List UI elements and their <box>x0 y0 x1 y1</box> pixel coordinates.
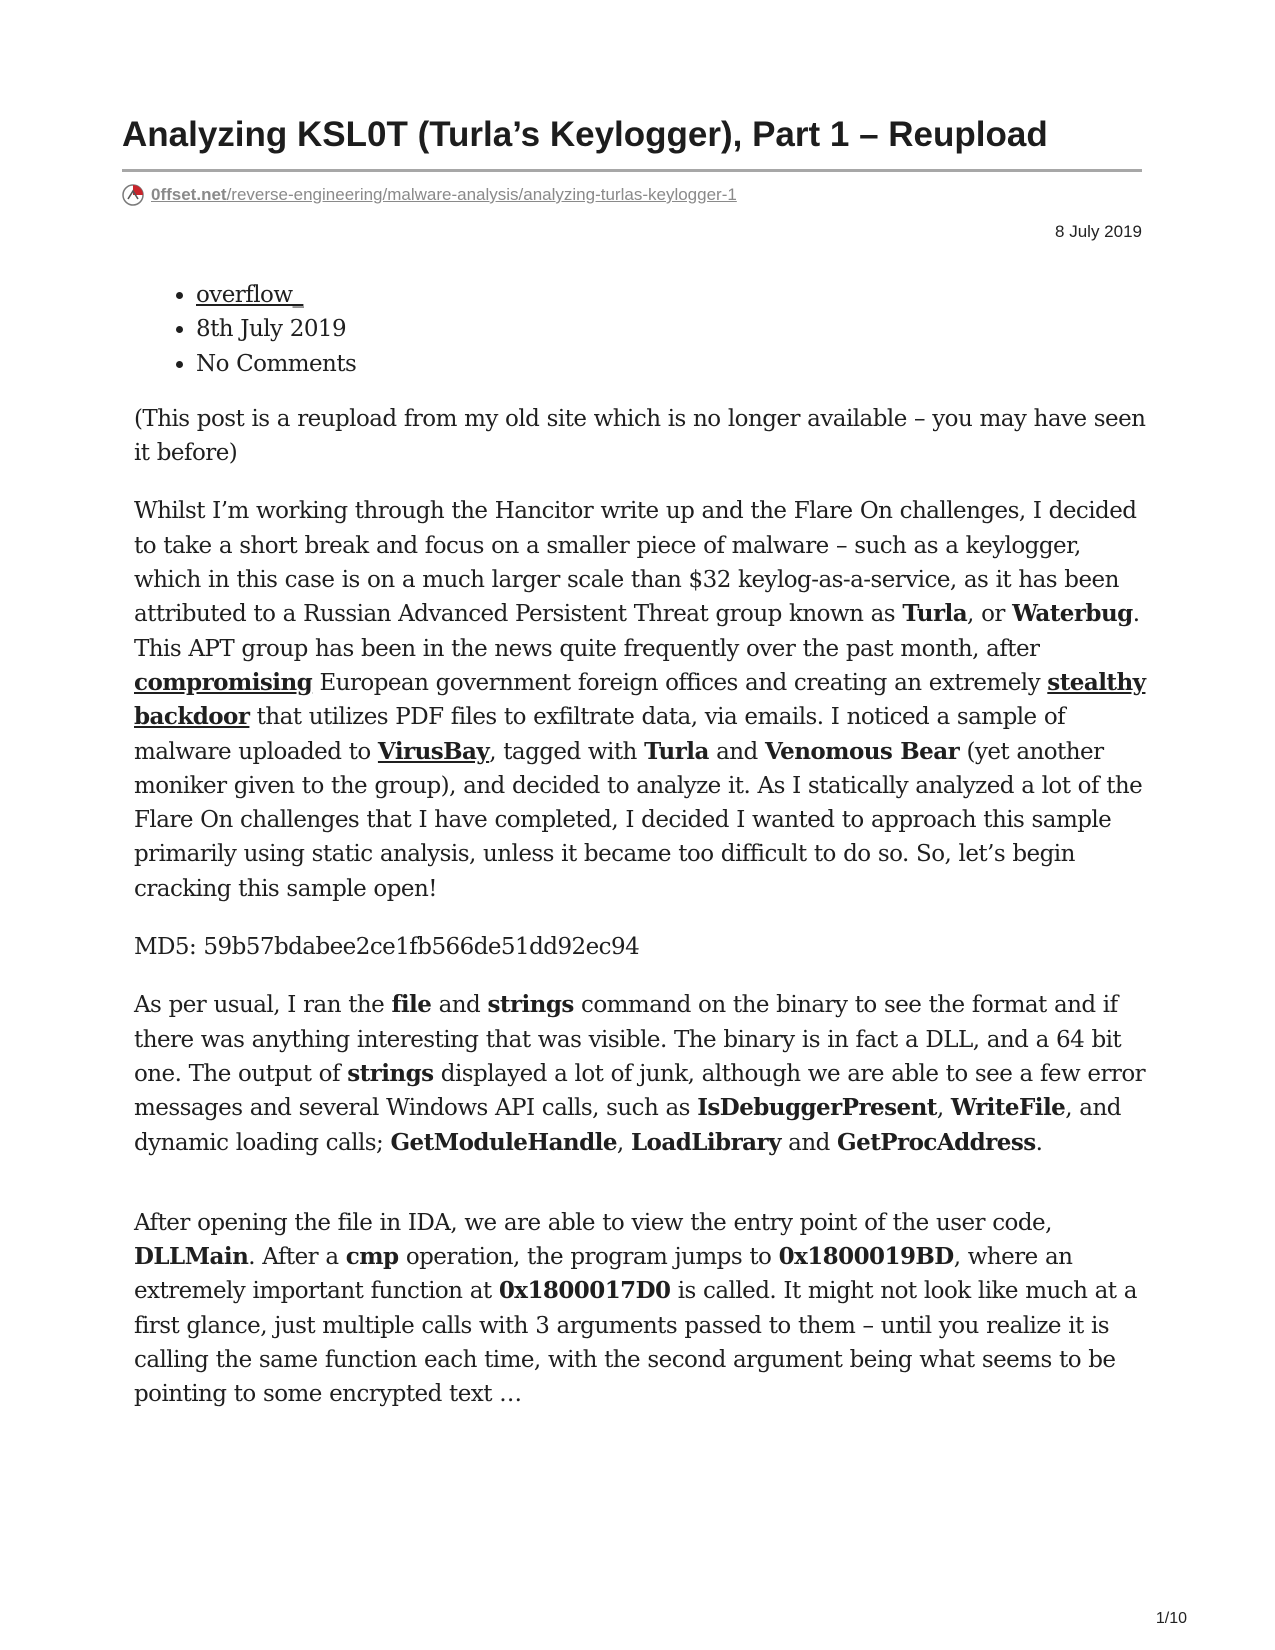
list-item: • No Comments <box>196 347 1146 381</box>
bold-term: IsDebuggerPresent <box>697 1094 937 1122</box>
text-run: European government foreign offices and creating an extremely <box>312 669 1048 696</box>
text-run: , <box>936 1095 951 1122</box>
compromising-link[interactable]: compromising <box>134 668 313 696</box>
site-favicon-icon <box>122 184 144 206</box>
source-path: /reverse-engineering/malware-analysis/analyzing-turlas-keylogger-1 <box>226 185 737 204</box>
bold-term: Turla <box>902 600 968 628</box>
author-link[interactable]: overflow_ <box>196 282 304 308</box>
intro-paragraph: (This post is a reupload from my old site which is no longer available – you may have seen it before) <box>134 405 1146 467</box>
source-line <box>122 183 737 207</box>
article-title: Analyzing KSL0T (Turla’s Keylogger), Part 1 – Reupload <box>122 115 1048 154</box>
text-run: , tagged with <box>489 738 645 765</box>
source-domain: 0ffset.net <box>151 185 227 204</box>
list-item <box>196 278 1146 312</box>
text-run: , or <box>967 601 1013 628</box>
paragraph-strings <box>134 988 1146 1159</box>
text-run: , <box>616 1129 631 1156</box>
text-run: that utilizes PDF files to exfiltrate data, via emails. I noticed a sample of malware uploaded to <box>134 704 1066 765</box>
bold-term: WriteFile <box>950 1094 1066 1122</box>
text-run: command on the binary to see the format and if there was anything interesting that was visible. The binary is in fact a DLL, and a 64 bit one. The output of <box>134 992 1122 1087</box>
text-run: (yet another moniker given to the group), and decided to analyze it. As I statically analyzed a lot of the Flare On challenges that I have completed, I decided I wanted to approach this sample primarily using static analysis, unless it became too difficult to do so. So, let’s begin cracking this sample open! <box>134 738 1143 902</box>
bold-term: 0x1800019BD <box>778 1243 954 1271</box>
text-run: . This APT group has been in the news quite frequently over the past month, after <box>134 601 1140 662</box>
text-run: , and dynamic loading calls; <box>134 1095 1121 1156</box>
bold-term: GetModuleHandle <box>390 1128 617 1156</box>
bold-term: LoadLibrary <box>630 1128 781 1156</box>
text-run: operation, the program jumps to <box>398 1244 779 1271</box>
text-run: is called. It might not look like much at a first glance, just multiple calls with 3 arguments passed to them – until you realize it is calling the same function each time, with the second argument being what seems to be pointing to some encrypted text … <box>134 1278 1137 1408</box>
article-body <box>134 278 1146 1436</box>
md5-line: MD5: 59b57bdabee2ce1fb566de51dd92ec94 <box>134 934 640 961</box>
list-item: • 8th July 2019 <box>196 312 1146 346</box>
bold-term: strings <box>347 1059 434 1087</box>
text-run: and <box>780 1129 838 1156</box>
text-run: and <box>431 992 488 1019</box>
text-run: , where an extremely important function at <box>134 1244 1073 1305</box>
text-run: . <box>1035 1129 1043 1156</box>
stealthy-backdoor-link[interactable]: stealthy backdoor <box>134 668 1146 731</box>
text-run: Whilst I’m working through the Hancitor write up and the Flare On challenges, I decided to take a short break and focus on a smaller piece of malware – such as a keylogger, which in this case is on a much larger scale than $32 keylog-as-a-service, as it has been attributed to a Russian Advanced Persistent Threat group known as <box>134 498 1137 628</box>
page-number: 1/10 <box>1155 1610 1187 1627</box>
text-run: After opening the file in IDA, we are able to view the entry point of the user code, <box>134 1209 1052 1236</box>
article-date: 8 July 2019 <box>1055 222 1142 241</box>
bold-term: GetProcAddress <box>837 1128 1036 1156</box>
bold-term: file <box>391 991 432 1019</box>
paragraph-ida <box>134 1206 1146 1412</box>
bold-term: strings <box>487 991 574 1019</box>
bold-term: DLLMain <box>134 1243 249 1271</box>
source-link[interactable] <box>151 185 737 205</box>
text-run: As per usual, I ran the <box>134 992 392 1019</box>
post-meta-list <box>134 278 1146 381</box>
bold-term: 0x1800017D0 <box>498 1277 671 1305</box>
virusbay-link[interactable]: VirusBay <box>377 737 490 765</box>
bold-term: Waterbug <box>1012 600 1133 628</box>
title-divider <box>122 169 1142 172</box>
paragraph-intro-malware <box>134 494 1146 906</box>
bold-term: Turla <box>644 737 709 765</box>
text-run: displayed a lot of junk, although we are able to see a few error messages and several Windows API calls, such as <box>134 1060 1146 1122</box>
bold-term: cmp <box>345 1243 399 1271</box>
bold-term: Venomous Bear <box>764 737 960 765</box>
text-run: . After a <box>248 1244 346 1271</box>
text-run: and <box>708 738 765 765</box>
